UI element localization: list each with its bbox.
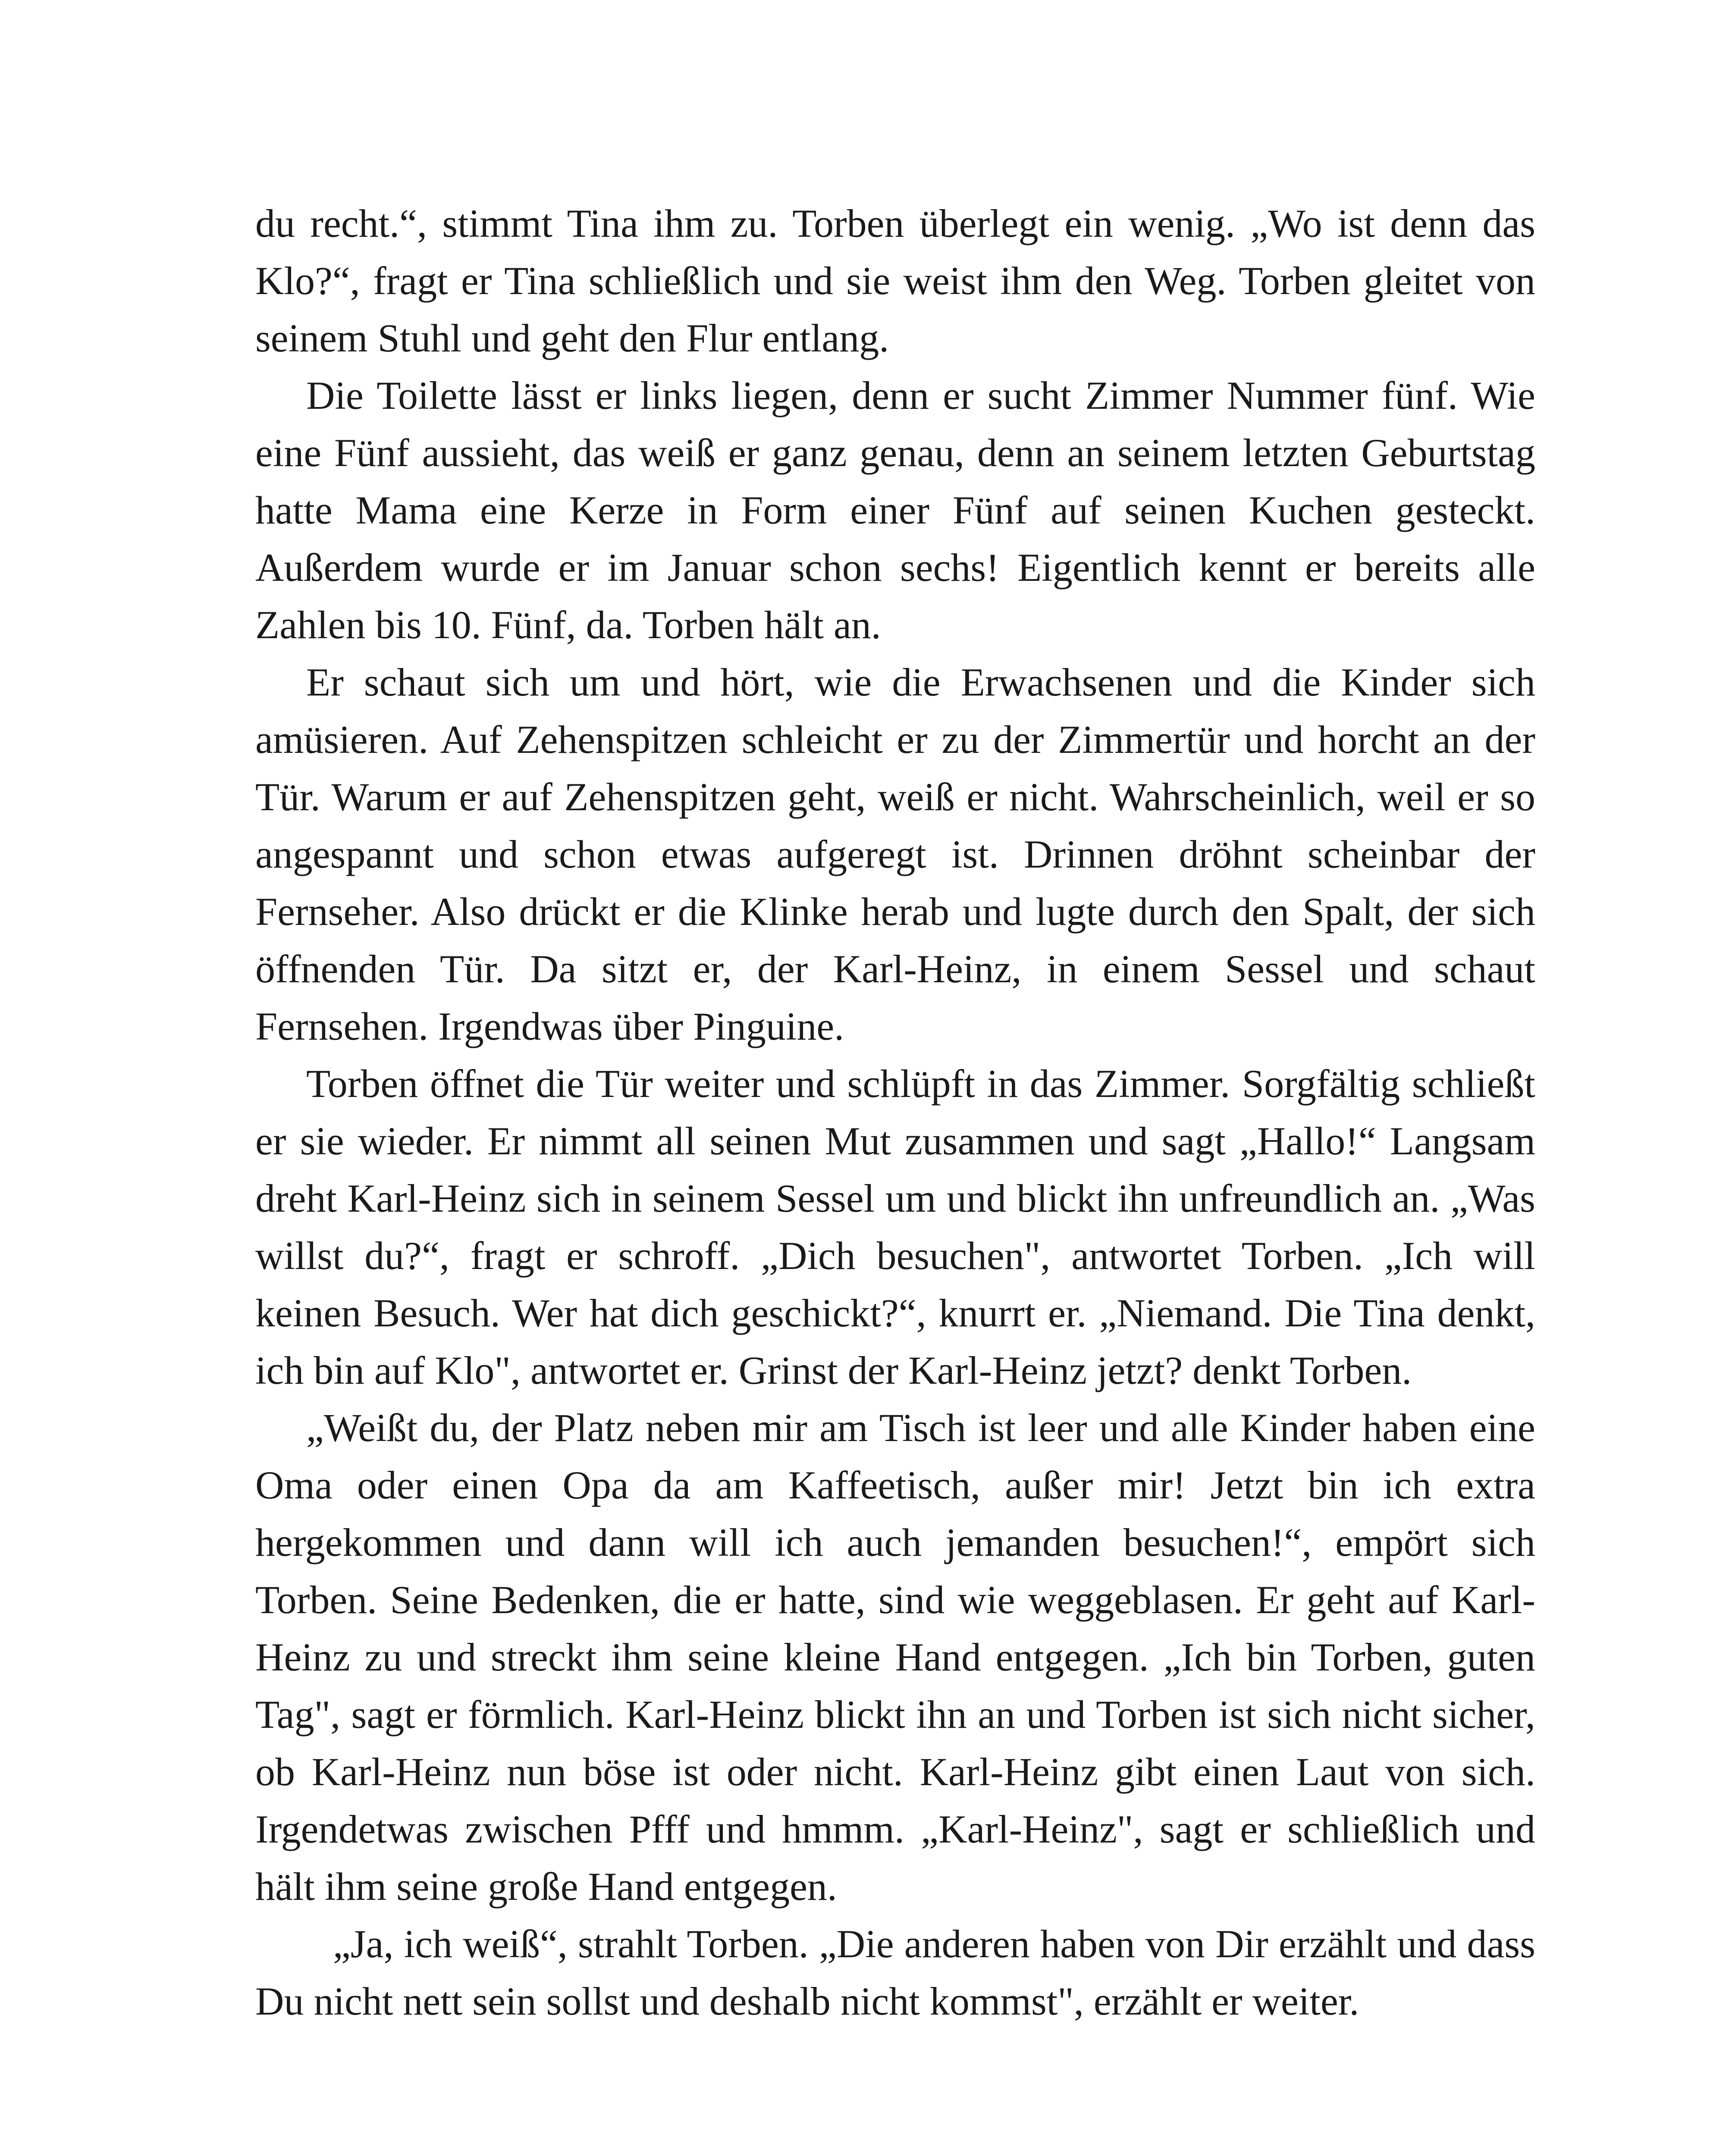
paragraph: Er schaut sich um und hört, wie die Erwachsenen und die Kinder sich amüsieren. Auf Zehenspitzen schleicht er zu der Zimmertür und horcht an der Tür. Warum er auf Zehenspitzen geht, weiß er nicht. Wahrscheinlich, weil er so angespannt und schon etwas aufgeregt ist. Drinnen dröhnt scheinbar der Fernseher. Also drückt er die Klinke herab und lugte durch den Spalt, der sich öffnenden Tür. Da sitzt er, der Karl-Heinz, in einem Sessel und schaut Fernsehen. Irgendwas über Pinguine. [255,660,1535,1048]
paragraph: du recht.“, stimmt Tina ihm zu. Torben überlegt ein wenig. „Wo ist denn das Klo?“, fragt er Tina schließlich und sie weist ihm den Weg. Torben gleitet von seinem Stuhl und geht den Flur entlang. [255,201,1535,360]
paragraph: „Ja, ich weiß“, strahlt Torben. „Die anderen haben von Dir erzählt und dass Du nicht nett sein sollst und deshalb nicht kommst", erzählt er weiter. [255,1922,1535,2023]
paragraph: Torben öffnet die Tür weiter und schlüpft in das Zimmer. Sorgfältig schließt er sie wieder. Er nimmt all seinen Mut zusammen und sagt „Hallo!“ Langsam dreht Karl-Heinz sich in seinem Sessel um und blickt ihn unfreundlich an. „Was willst du?“, fragt er schroff. „Dich besuchen", antwortet Torben. „Ich will keinen Besuch. Wer hat dich geschickt?“, knurrt er. „Niemand. Die Tina denkt, ich bin auf Klo", antwortet er. Grinst der Karl-Heinz jetzt? denkt Torben. [255,1062,1535,1392]
body-text [255,195,1535,2030]
paragraph: „Weißt du, der Platz neben mir am Tisch ist leer und alle Kinder haben eine Oma oder einen Opa da am Kaffeetisch, außer mir! Jetzt bin ich extra hergekommen und dann will ich auch jemanden besuchen!“, empört sich Torben. Seine Bedenken, die er hatte, sind wie weggeblasen. Er geht auf Karl-Heinz zu und streckt ihm seine kleine Hand entgegen. „Ich bin Torben, guten Tag", sagt er förmlich. Karl-Heinz blickt ihn an und Torben ist sich nicht sicher, ob Karl-Heinz nun böse ist oder nicht. Karl-Heinz gibt einen Laut von sich. Irgendetwas zwischen Pfff und hmmm. „Karl-Heinz", sagt er schließlich und hält ihm seine große Hand entgegen. [255,1406,1535,1908]
paragraph: Die Toilette lässt er links liegen, denn er sucht Zimmer Nummer fünf. Wie eine Fünf aussieht, das weiß er ganz genau, denn an seinem letzten Geburtstag hatte Mama eine Kerze in Form einer Fünf auf seinen Kuchen gesteckt. Außerdem wurde er im Januar schon sechs! Eigentlich kennt er bereits alle Zahlen bis 10. Fünf, da. Torben hält an. [255,373,1535,647]
